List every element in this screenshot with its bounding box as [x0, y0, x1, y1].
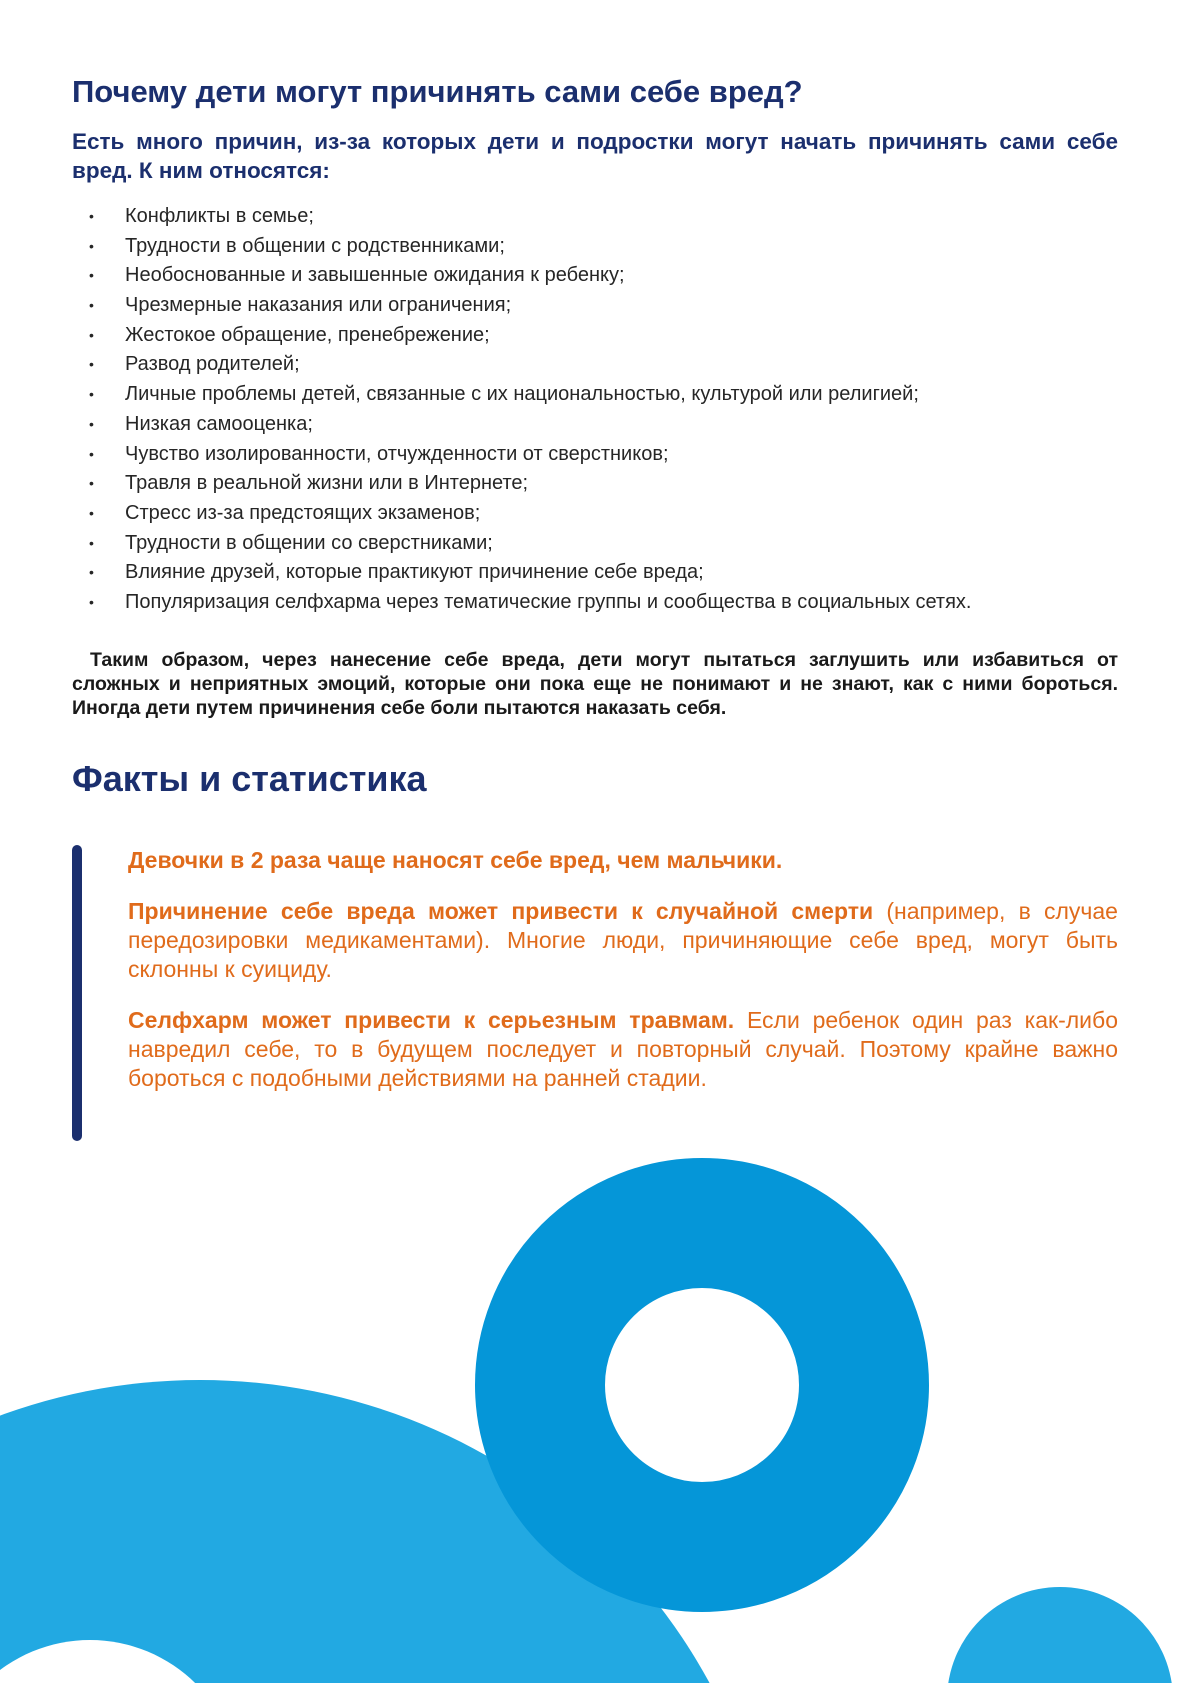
list-item — [82, 469, 1122, 499]
bullet-icon: • — [89, 208, 94, 224]
bullet-icon: • — [89, 386, 94, 403]
list-item — [82, 558, 1122, 588]
facts-accent-bar — [72, 845, 82, 1141]
bullet-icon: • — [89, 326, 94, 343]
bullet-icon: • — [89, 564, 94, 581]
list-item — [82, 202, 1122, 232]
fact-accidental-death-text: (например, в случае передозировки медикаментами). Многие люди, причиняющие себе вред, могут быть склонны к суициду. — [128, 898, 1118, 982]
list-item — [82, 321, 1122, 351]
bullet-icon: • — [89, 297, 94, 314]
bullet-icon: • — [89, 237, 94, 254]
bullet-icon: • — [89, 475, 94, 492]
bullet-icon: • — [89, 504, 94, 521]
section-title-why: Почему дети могут причинять сами себе вред? — [72, 74, 803, 109]
section-title-facts: Факты и статистика — [72, 758, 427, 799]
list-item — [82, 499, 1122, 529]
decorative-circle-bottom-right — [947, 1587, 1173, 1683]
fact-accidental-death — [128, 897, 1118, 984]
bullet-icon: • — [89, 356, 94, 373]
list-item — [82, 529, 1122, 559]
list-item — [82, 380, 1122, 410]
fact-accidental-death-bold: Причинение себе вреда может привести к случайной смерти — [128, 898, 874, 924]
list-item-text: Низкая самооценка; — [125, 412, 313, 435]
facts-block — [128, 846, 1118, 1093]
list-item-text: Влияние друзей, которые практикуют причинение себе вреда; — [125, 561, 704, 584]
reasons-list — [82, 202, 1122, 618]
bullet-icon: • — [89, 415, 94, 432]
list-item-text: Личные проблемы детей, связанные с их национальностью, культурой или религией; — [125, 383, 919, 406]
bullet-icon: • — [89, 267, 94, 284]
intro-paragraph: Есть много причин, из-за которых дети и подростки могут начать причинять сами себе вред. К ним относятся: — [72, 129, 1118, 183]
list-item-text: Популяризация селфхарма через тематические группы и сообщества в социальных сетях. — [125, 590, 972, 613]
list-item-text: Жестокое обращение, пренебрежение; — [125, 323, 490, 346]
list-item — [82, 350, 1122, 380]
list-item — [82, 232, 1122, 262]
list-item-text: Конфликты в семье; — [125, 205, 314, 227]
list-item — [82, 410, 1122, 440]
fact-serious-injury — [128, 1006, 1118, 1093]
conclusion-paragraph: Таким образом, через нанесение себе вреда, дети могут пытаться заглушить или избавиться от сложных и неприятных эмоций, которые они пока еще не понимают и не знают, как с ними бороться. Иногда дети путем причинения себе боли пытаются наказать себя. — [72, 649, 1118, 719]
list-item-text: Развод родителей; — [125, 353, 300, 376]
list-item-text: Чувство изолированности, отчужденности от сверстников; — [125, 442, 669, 465]
list-item-text: Трудности в общении со сверстниками; — [125, 531, 493, 554]
fact-girls-ratio: Девочки в 2 раза чаще наносят себе вред, чем мальчики. — [128, 847, 783, 873]
list-item — [82, 261, 1122, 291]
bullet-icon: • — [89, 593, 94, 610]
fact-serious-injury-text: Если ребенок один раз как-либо навредил себе, то в будущем последует и повторный случай. Поэтому крайне важно бороться с подобными действиями на ранней стадии. — [128, 1007, 1118, 1091]
bullet-icon: • — [89, 445, 94, 462]
bullet-icon: • — [89, 534, 94, 551]
list-item-text: Необоснованные и завышенные ожидания к ребенку; — [125, 264, 625, 287]
list-item-text: Стресс из-за предстоящих экзаменов; — [125, 501, 481, 524]
list-item — [82, 291, 1122, 321]
list-item-text: Трудности в общении с родственниками; — [125, 234, 505, 257]
list-item — [82, 440, 1122, 470]
list-item-text: Травля в реальной жизни или в Интернете; — [125, 472, 529, 495]
list-item — [82, 588, 1122, 618]
fact-serious-injury-bold: Селфхарм может привести к серьезным травмам. — [128, 1007, 735, 1033]
list-item-text: Чрезмерные наказания или ограничения; — [125, 294, 512, 317]
decorative-ring — [540, 1223, 864, 1547]
